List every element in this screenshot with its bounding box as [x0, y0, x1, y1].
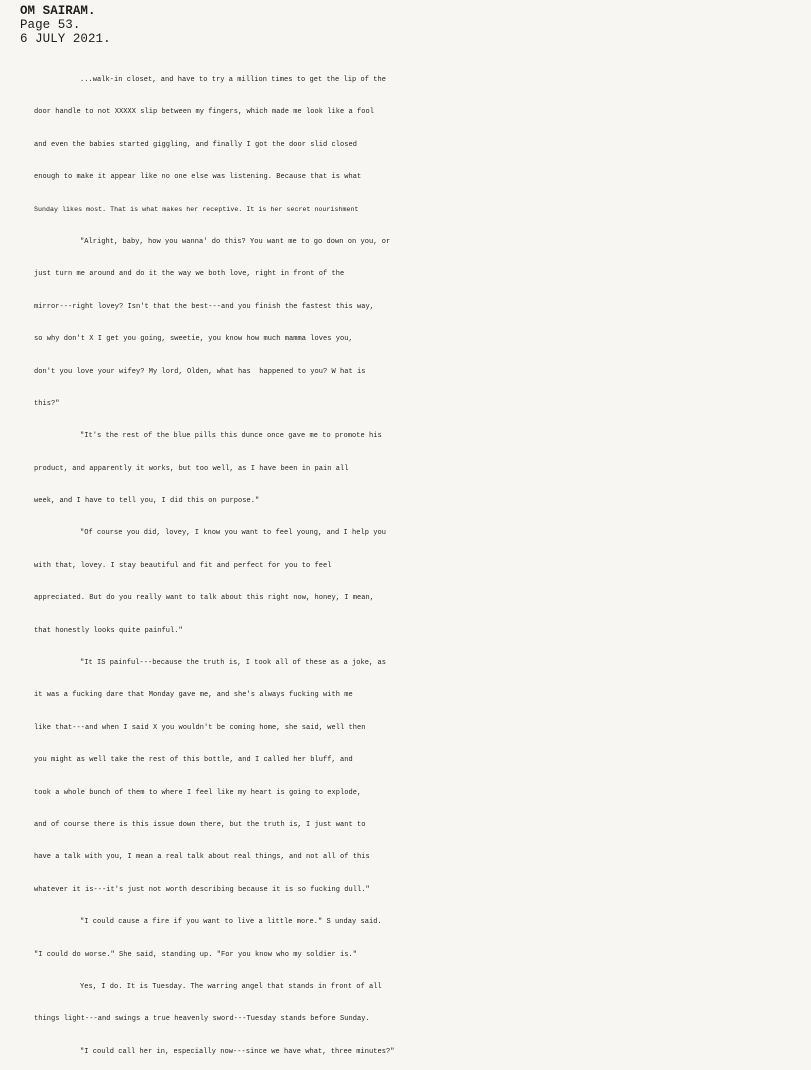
text-line: just turn me around and do it the way we both love, right in front of the: [34, 270, 345, 279]
text-line: "I could cause a fire if you want to live a little more." S unday said.: [80, 918, 382, 927]
text-line: have a talk with you, I mean a real talk about real things, and not all of this: [34, 853, 370, 862]
text-line: don't you love your wifey? My lord, Olden, what has happened to you? W hat is: [34, 367, 366, 376]
text-line: Sunday likes most. That is what makes her receptive. It is her secret nourishment: [34, 205, 359, 213]
text-line: "It IS painful---because the truth is, I took all of these as a joke, as: [80, 659, 387, 668]
text-line: whatever it is---it's just not worth describing because it is so fucking dull.": [34, 885, 370, 894]
text-line: and even the babies started giggling, and finally I got the door slid closed: [34, 140, 358, 149]
text-line: and of course there is this issue down there, but the truth is, I just want to: [34, 820, 366, 829]
text-line: enough to make it appear like no one else was listening. Because that is what: [34, 173, 362, 182]
text-line: "I could do worse." She said, standing up. "For you know who my soldier is.": [34, 950, 358, 959]
text-line: "Of course you did, lovey, I know you want to feel young, and I help you: [80, 529, 387, 538]
text-line: "I could call her in, especially now---since we have what, three minutes?": [80, 1047, 395, 1056]
text-line: Yes, I do. It is Tuesday. The warring angel that stands in front of all: [80, 982, 382, 991]
text-line: product, and apparently it works, but too well, as I have been in pain all: [34, 464, 349, 473]
text-line: like that---and when I said X you wouldn't be coming home, she said, well then: [34, 723, 366, 732]
text-line: week, and I have to tell you, I did this on purpose.": [34, 497, 260, 506]
text-line: with that, lovey. I stay beautiful and fit and perfect for you to feel: [34, 561, 332, 570]
text-line: door handle to not XXXXX slip between my fingers, which made me look like a fool: [34, 108, 375, 117]
text-line: ...walk-in closet, and have to try a million times to get the lip of the: [80, 76, 387, 84]
text-line: mirror---right lovey? Isn't that the best---and you finish the fastest this way,: [34, 302, 375, 311]
text-line: took a whole bunch of them to where I feel like my heart is going to explode,: [34, 788, 362, 797]
text-line: it was a fucking dare that Monday gave me, and she's always fucking with me: [34, 691, 353, 700]
header-date: 6 JULY 2021.: [20, 32, 111, 46]
text-line: this?": [34, 399, 60, 408]
text-line: so why don't X I get you going, sweetie, you know how much mamma loves you,: [34, 335, 353, 344]
text-line: "Alright, baby, how you wanna' do this? You want me to go down on you, or: [80, 237, 391, 246]
text-line: you might as well take the rest of this bottle, and I called her bluff, and: [34, 756, 353, 765]
manuscript-body: [34, 66, 809, 1070]
text-line: things light---and swings a true heavenly sword---Tuesday stands before Sunday.: [34, 1015, 370, 1024]
text-line: "It's the rest of the blue pills this dunce once gave me to promote his: [80, 432, 382, 441]
header-title: OM SAIRAM.: [20, 4, 96, 18]
text-line: appreciated. But do you really want to talk about this right now, honey, I mean,: [34, 594, 375, 603]
page-header: [20, 4, 111, 46]
text-line: that honestly looks quite painful.": [34, 626, 183, 635]
header-page-number: Page 53.: [20, 18, 81, 32]
